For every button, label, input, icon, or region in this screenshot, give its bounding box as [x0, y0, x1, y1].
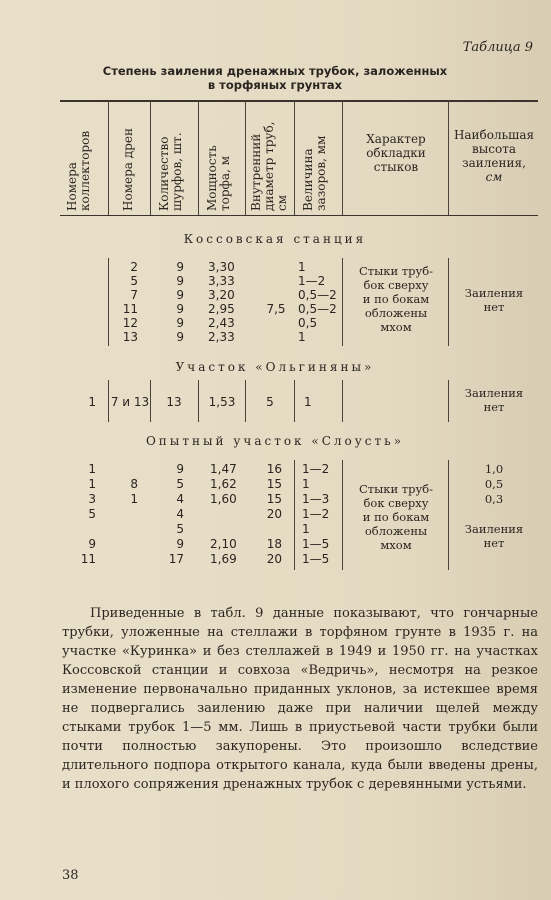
- column-divider: [448, 460, 449, 570]
- sloust-lining: Стыки труб- бок сверху и по бокам обложены мхом: [358, 482, 434, 552]
- header-collectors: Номера коллекторов: [65, 130, 92, 211]
- header-divider: [198, 101, 199, 215]
- header-divider: [342, 101, 343, 215]
- column-divider: [294, 380, 295, 422]
- header-drains: Номера дрен: [121, 128, 135, 211]
- olginyany-gaps: 1: [304, 395, 312, 409]
- header-divider: [294, 101, 295, 215]
- sloust-drains: 8 1: [130, 477, 138, 506]
- table-caption: [60, 64, 490, 92]
- section-title-kossovo: Коссовская станция: [183, 232, 367, 246]
- sloust-pits: 9 5 4 4 5 9 17: [168, 462, 184, 566]
- olginyany-peat: 1,53: [208, 395, 236, 409]
- column-divider: [342, 258, 343, 346]
- caption-line-2: в торфяных грунтах: [207, 78, 343, 92]
- header-silting: Наибольшая высота заиления, см: [453, 128, 535, 184]
- header-gaps: Величина зазоров, мм: [301, 135, 328, 211]
- table-header-rule: [60, 215, 538, 216]
- olginyany-diameter: 5: [266, 395, 274, 409]
- sloust-peat: 1,47 1,62 1,60 2,10 1,69: [210, 462, 237, 566]
- sloust-collectors: 1 1 3 5 9 11: [80, 462, 96, 566]
- kossovo-drains: 2 5 7 11 12 13: [122, 260, 138, 344]
- kossovo-lining: Стыки труб- бок сверху и по бокам обложены мхом: [358, 264, 434, 334]
- olginyany-pits: 13: [166, 395, 182, 409]
- column-divider: [108, 258, 109, 346]
- caption-line-1: Степень заиления дренажных трубок, заложенных: [102, 64, 448, 78]
- column-divider: [448, 380, 449, 422]
- column-divider: [294, 460, 295, 570]
- sloust-gaps: 1—2 1 1—3 1—2 1 1—5 1—5: [302, 462, 330, 566]
- column-divider: [448, 258, 449, 346]
- kossovo-peat: 3,30 3,33 3,20 2,95 2,43 2,33: [208, 260, 235, 344]
- olginyany-collector: 1: [88, 395, 96, 409]
- column-divider: [342, 460, 343, 570]
- kossovo-gaps: 1 1—2 0,5—2 0,5—2 0,5 1: [298, 260, 337, 344]
- body-paragraph: Приведенные в табл. 9 данные показывают, что гончарные трубки, уложенные на стеллажи в торфяном грунте в 1935 г. на участке «Куринка» и без стеллажей в 1949 и 1950 гг. на участках Коссовской станции и совхоза «Ведричь», несмотря на резкое изменение первоначально приданных уклонов, за истекшее время не подвергались заилению даже при наличии щелей между стыками трубок 1—5 мм. Лишь в приустьевой части трубки были почти полностью закупорены. Это произошло вследствие длительного подпора открытого канала, куда были введены дрены, и плохого сопряжения дренажных трубок с деревянными устьями.: [62, 606, 538, 792]
- header-divider: [448, 101, 449, 215]
- header-divider: [245, 101, 246, 215]
- column-divider: [245, 380, 246, 422]
- kossovo-silting: Заиления нет: [464, 286, 524, 314]
- header-lining: Характер обкладки стыков: [366, 132, 426, 174]
- sloust-silting-text: Заиления нет: [464, 522, 524, 550]
- column-divider: [198, 380, 199, 422]
- table-label: Таблица 9: [462, 40, 533, 55]
- kossovo-diameter: 7,5: [266, 302, 286, 316]
- sloust-diameter: 16 15 15 20 18 20: [266, 462, 282, 566]
- kossovo-pits: 9 9 9 9 9 9: [176, 260, 184, 344]
- section-title-sloust: Опытный участок «Слоусть»: [145, 434, 405, 448]
- table-top-rule: [60, 100, 538, 102]
- olginyany-silting: Заиления нет: [464, 386, 524, 414]
- page-number: 38: [62, 868, 79, 883]
- sloust-silting-values: 1,0 0,5 0,3: [484, 462, 504, 506]
- section-title-olginyany: Участок «Ольгиняны»: [175, 360, 375, 374]
- header-peat: Мощность торфа, м: [205, 145, 232, 211]
- header-divider: [150, 101, 151, 215]
- olginyany-drains: 7 и 13: [110, 395, 150, 409]
- column-divider: [342, 380, 343, 422]
- header-divider: [108, 101, 109, 215]
- header-pits: Количество шурфов, шт.: [157, 132, 184, 211]
- header-diameter: Внутренний диаметр труб, см: [249, 121, 289, 211]
